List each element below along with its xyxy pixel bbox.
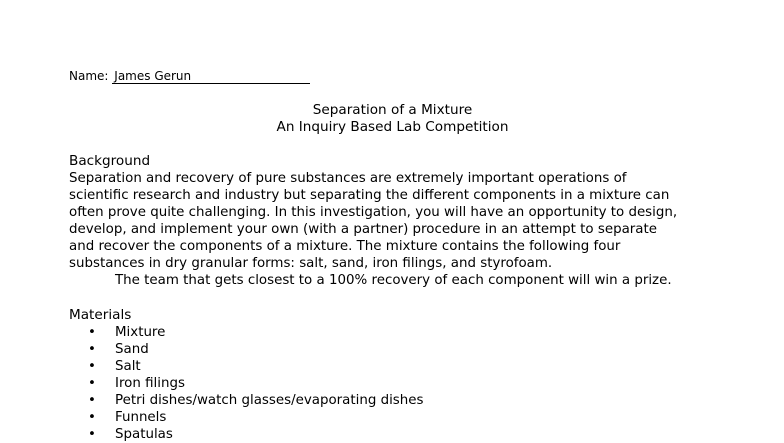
- title-line-1: Separation of a Mixture: [312, 102, 473, 118]
- background-indented-line: The team that gets closest to a 100% recovery of each component will win a prize.: [115, 273, 672, 288]
- background-line: scientific research and industry but separating the different components in a mixture can: [69, 188, 670, 203]
- background-line: often prove quite challenging. In this investigation, you will have an opportunity to design,: [69, 205, 678, 220]
- background-line: Separation and recovery of pure substances are extremely important operations of: [69, 171, 627, 186]
- list-item: • Spatulas: [88, 426, 423, 443]
- background-paragraph: [69, 170, 729, 289]
- materials-list: [88, 324, 423, 443]
- list-item: • Funnels: [88, 409, 423, 426]
- name-field: [69, 68, 310, 85]
- list-item: • Sand: [88, 341, 423, 358]
- list-item: • Iron filings: [88, 375, 423, 392]
- background-heading: Background: [69, 153, 151, 169]
- name-label: Name:: [69, 69, 109, 83]
- document-title: [0, 102, 784, 136]
- list-item: • Salt: [88, 358, 423, 375]
- background-line: develop, and implement your own (with a partner) procedure in an attempt to separate: [69, 222, 657, 237]
- background-line: and recover the components of a mixture. The mixture contains the following four: [69, 239, 621, 254]
- title-line-2: An Inquiry Based Lab Competition: [276, 119, 509, 135]
- list-item: • Mixture: [88, 324, 423, 341]
- background-line: substances in dry granular forms: salt, sand, iron filings, and styrofoam.: [69, 256, 553, 271]
- name-value: James Gerun: [112, 69, 310, 84]
- materials-heading: Materials: [69, 307, 132, 323]
- list-item: • Petri dishes/watch glasses/evaporating dishes: [88, 392, 423, 409]
